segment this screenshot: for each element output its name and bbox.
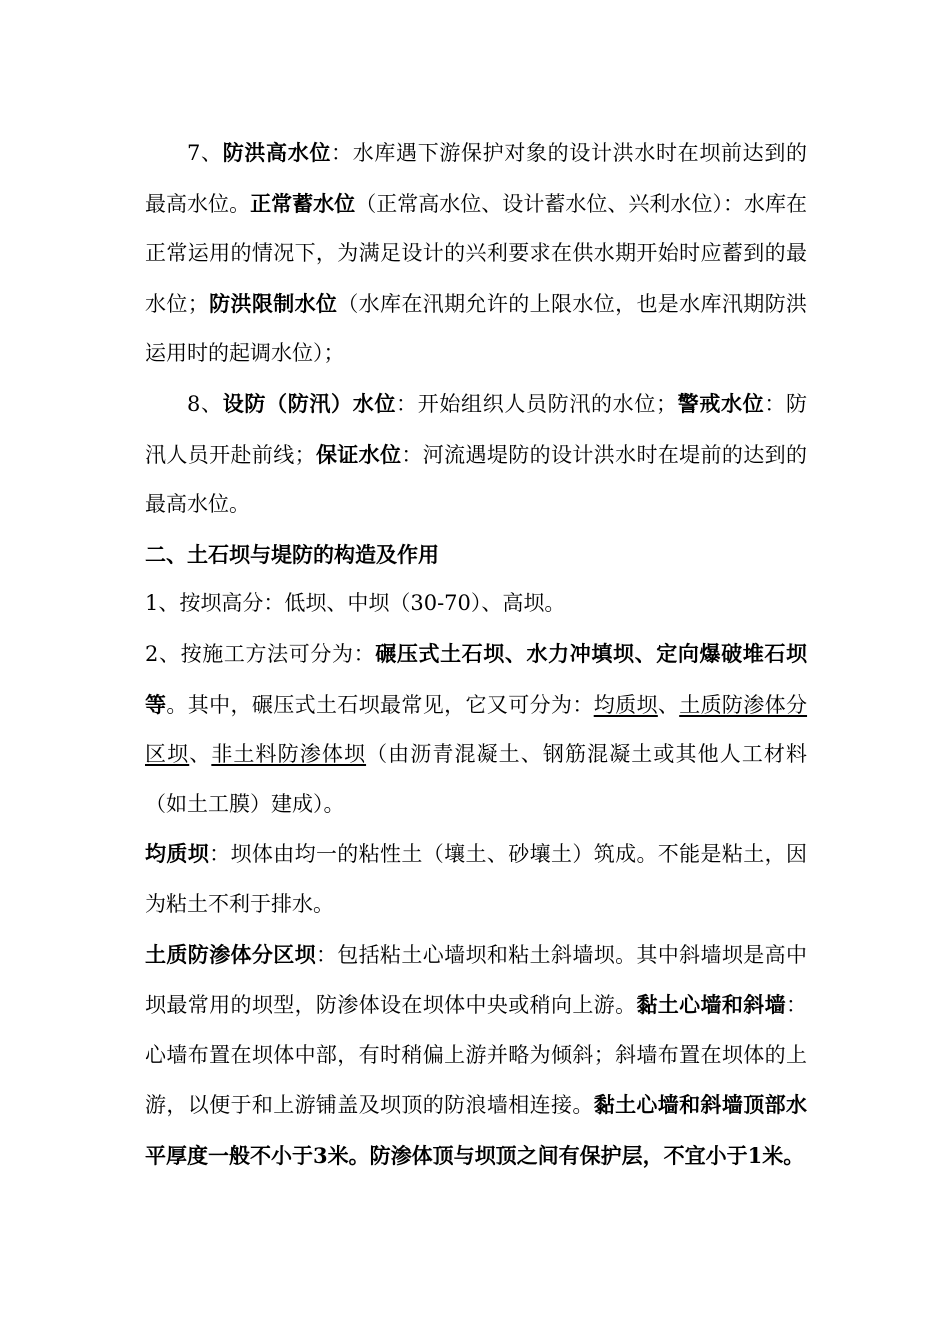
definition-text: （正常高水位、设计蓄水位、兴利水位）：水库在正常运用的情况下，为满足设计的兴利要求在供水期开始时应蓄到的最水位； (145, 191, 808, 316)
term-clay-core-sloping-wall: 黏土心墙和斜墙 (636, 992, 787, 1018)
paragraph-warning-levels (145, 379, 807, 530)
term-flood-limit-level: 防洪限制水位 (208, 290, 338, 316)
list-item-construction-method (145, 629, 807, 829)
paragraph-flood-water-levels (145, 128, 807, 379)
paragraph-homogeneous-dam (145, 829, 807, 929)
underlined-non-soil-dam: 非土料防渗体坝 (211, 742, 367, 767)
term-set-defense-level: 设防（防汛）水位 (222, 390, 397, 416)
list-item-dam-height: 1、按坝高分：低坝、中坝（30-70）、高坝。 (145, 591, 566, 616)
item-text: 2、按施工方法可分为： (145, 641, 376, 666)
definition-text: ：包括粘土心墙坝和粘土斜墙坝。其中斜墙坝是高中坝最常用的坝型，防渗体设在坝体中央或稍向上游。 (145, 942, 808, 1018)
term-warning-level: 警戒水位 (677, 390, 765, 416)
item-text: （由沥青混凝土、钢筋混凝土或其他人工材料（如土工膜）建成）。 (145, 742, 808, 816)
term-guarantee-level: 保证水位 (315, 441, 402, 467)
term-flood-high-water-level: 防洪高水位 (222, 140, 332, 165)
definition-text: ：坝体由均一的粘性土（壤土、砂壤土）筑成。不能是粘土，因为粘土不利于排水。 (145, 842, 808, 916)
underlined-zoned-dam: 土质防渗体分区坝 (145, 692, 808, 767)
separator: 、 (657, 692, 680, 717)
item-number-7: 7、 (187, 141, 223, 165)
section-heading: 二、土石坝与堤防的构造及作用 (145, 541, 439, 567)
bold-thickness-requirement: 黏土心墙和斜墙顶部水平厚度一般不小于3米。防渗体顶与坝顶之间有保护层，不宜小于1米。 (145, 1092, 808, 1168)
definition-text: ：心墙布置在坝体中部，有时稍偏上游并略为倾斜；斜墙布置在坝体的上游，以便于和上游铺盖及坝顶的防浪墙相连接。 (145, 993, 808, 1118)
item-text: 。其中，碾压式土石坝最常见，它又可分为： (166, 692, 594, 717)
definition-text: ：防汛人员开赴前线； (145, 391, 808, 467)
definition-text: （水库在汛期允许的上限水位，也是水库汛期防洪运用时的起调水位）； (145, 291, 808, 366)
term-zoned-dam: 土质防渗体分区坝 (145, 941, 316, 967)
bold-dam-types: 碾压式土石坝、水力冲填坝、定向爆破堆石坝等 (145, 640, 807, 717)
definition-text: ：开始组织人员防汛的水位； (396, 391, 678, 416)
definition-text: ：河流遇堤防的设计洪水时在堤前的达到的最高水位。 (145, 442, 808, 517)
term-homogeneous-dam: 均质坝 (145, 841, 210, 867)
paragraph-zoned-dam (145, 930, 807, 1182)
definition-text: ：水库遇下游保护对象的设计洪水时在坝前达到的最高水位。 (145, 141, 807, 216)
term-normal-storage-level: 正常蓄水位 (250, 190, 356, 216)
document-body (145, 128, 807, 1181)
underlined-homogeneous-dam: 均质坝 (593, 692, 658, 717)
item-number-8: 8、 (187, 391, 223, 416)
separator: 、 (189, 742, 212, 767)
